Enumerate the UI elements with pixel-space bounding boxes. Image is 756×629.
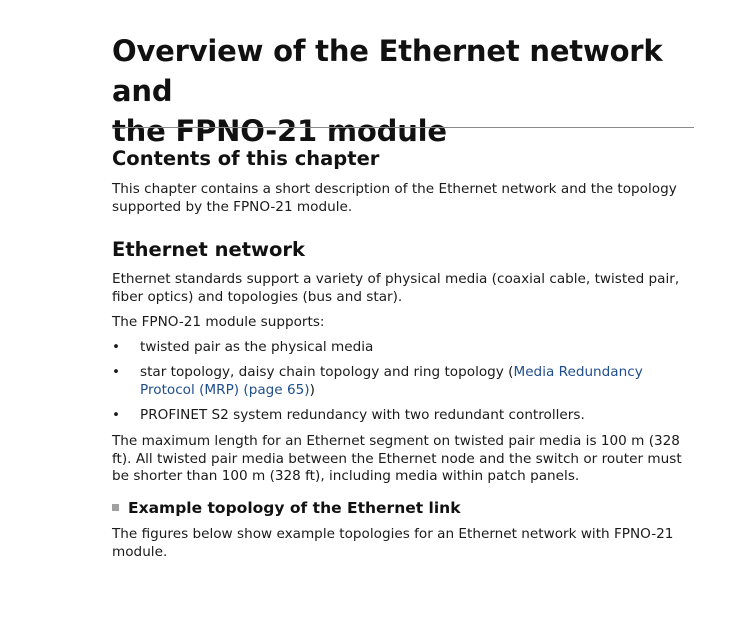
bullet-marker: • <box>112 407 121 423</box>
bullet-text <box>140 364 696 399</box>
contents-heading: Contents of this chapter <box>112 147 380 170</box>
chapter-title <box>112 31 712 151</box>
ethernet-paragraph-3: The maximum length for an Ethernet segment on twisted pair media is 100 m (328 ft). All twisted pair media between the Ethernet node and the switch or router must be shorter than 100 m (328 ft), including media within patch panels. <box>112 433 682 484</box>
ethernet-paragraph-2: The FPNO-21 module supports: <box>112 314 325 330</box>
title-divider <box>112 127 694 128</box>
bullet-text: twisted pair as the physical media <box>140 339 374 355</box>
example-topology-heading <box>112 498 461 518</box>
example-topology-paragraph: The figures below show example topologies for an Ethernet network with FPNO-21 module. <box>112 526 674 560</box>
chapter-title-line-2: the FPNO-21 module <box>112 114 447 148</box>
ethernet-paragraph-1: Ethernet standards support a variety of physical media (coaxial cable, twisted pair, fiber optics) and topologies (bus and star). <box>112 271 680 305</box>
example-topology-heading-text: Example topology of the Ethernet link <box>128 499 461 517</box>
bullet-marker: • <box>112 339 121 355</box>
bullet-marker: • <box>112 364 121 380</box>
chapter-title-line-1: Overview of the Ethernet network and <box>112 34 663 108</box>
ethernet-network-heading: Ethernet network <box>112 238 306 261</box>
bullet-text-before: star topology, daisy chain topology and ring topology ( <box>140 364 514 380</box>
contents-paragraph: This chapter contains a short description of the Ethernet network and the topology supported by the FPNO-21 module. <box>112 181 677 215</box>
bullet-text: PROFINET S2 system redundancy with two redundant controllers. <box>140 407 585 423</box>
heading-marker-square <box>112 504 119 511</box>
mrp-page-link[interactable]: Media Redundancy Protocol (MRP) (page 65) <box>140 364 643 398</box>
bullet-text-after: ) <box>309 381 315 398</box>
